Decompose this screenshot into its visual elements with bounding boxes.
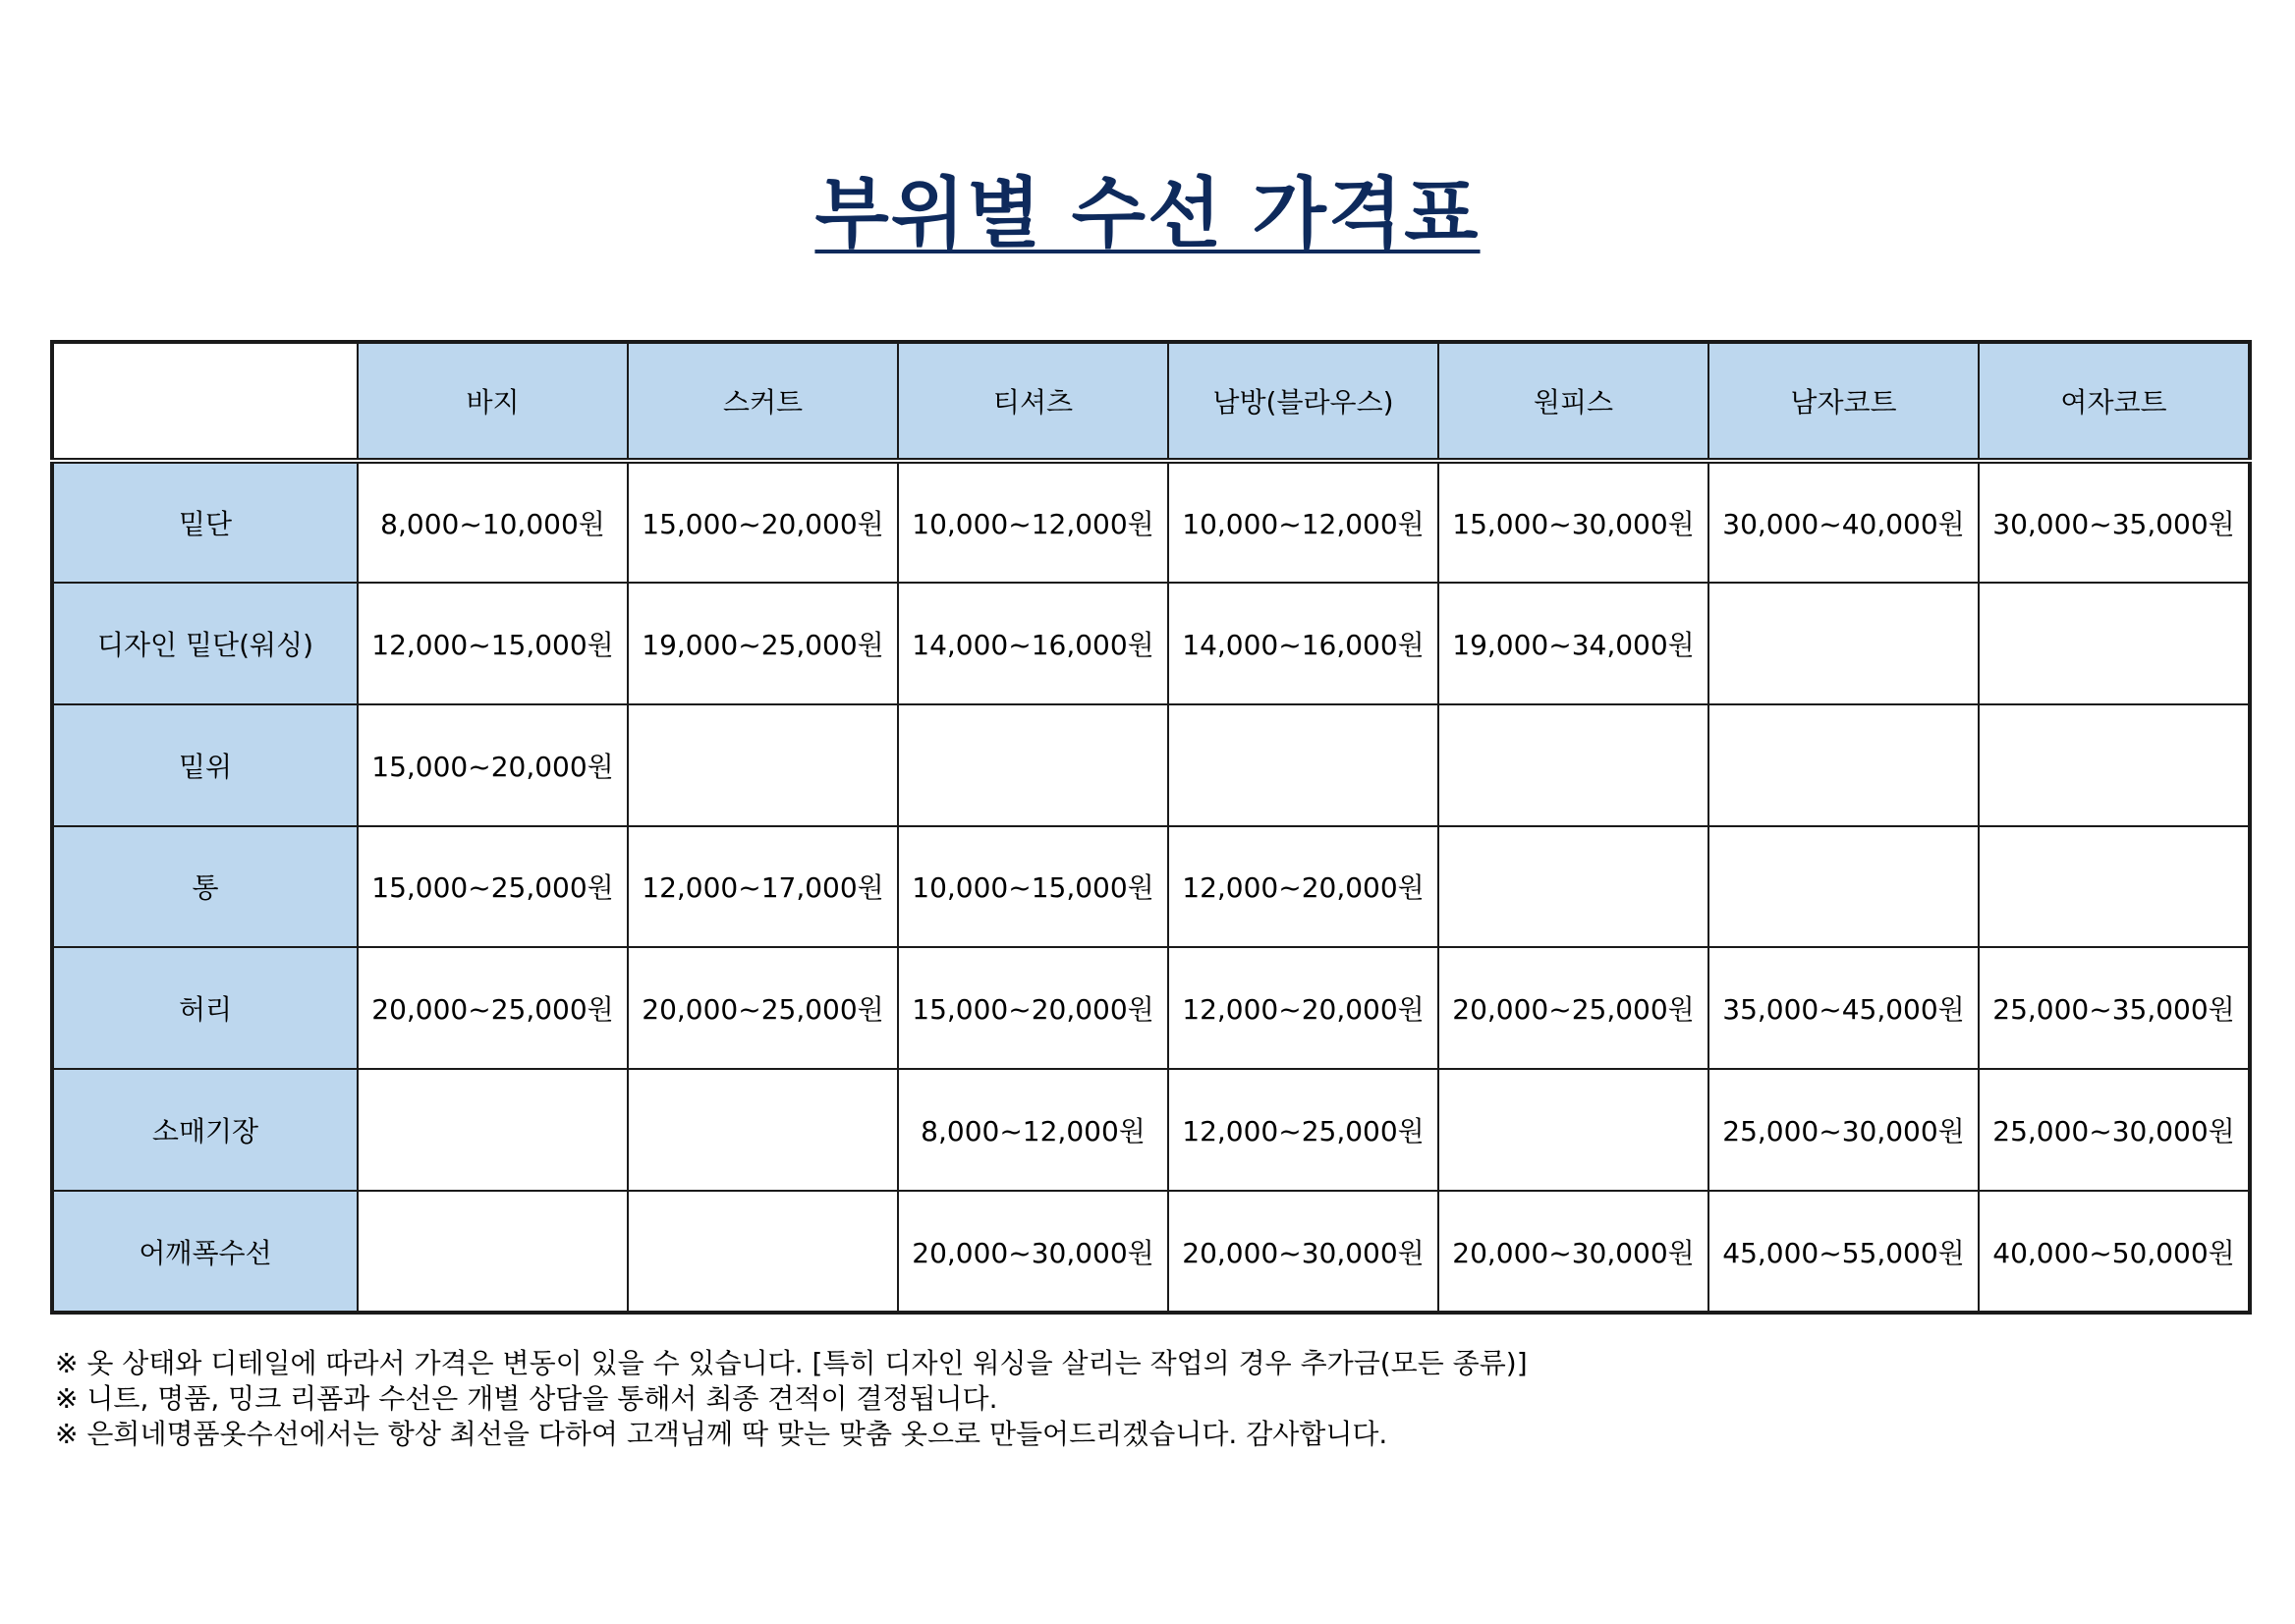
price-cell	[1979, 583, 2250, 704]
price-cell	[1708, 826, 1979, 948]
price-cell: 10,000~15,000원	[898, 826, 1168, 948]
price-cell	[1708, 704, 1979, 826]
table-corner-cell	[52, 342, 358, 461]
row-header-shoulder: 어깨폭수선	[52, 1191, 358, 1313]
price-cell: 15,000~20,000원	[358, 704, 628, 826]
price-cell: 19,000~34,000원	[1438, 583, 1708, 704]
price-cell: 35,000~45,000원	[1708, 947, 1979, 1069]
page-title	[0, 165, 2295, 263]
notes-section	[55, 1346, 2216, 1452]
table-row	[52, 461, 2250, 583]
price-cell: 12,000~17,000원	[628, 826, 898, 948]
price-cell: 19,000~25,000원	[628, 583, 898, 704]
table-row	[52, 947, 2250, 1069]
price-cell: 8,000~10,000원	[358, 461, 628, 583]
price-cell: 12,000~15,000원	[358, 583, 628, 704]
price-cell	[628, 1069, 898, 1191]
price-cell: 30,000~35,000원	[1979, 461, 2250, 583]
price-cell	[1979, 704, 2250, 826]
price-cell	[628, 1191, 898, 1313]
price-cell: 20,000~25,000원	[628, 947, 898, 1069]
price-cell: 20,000~25,000원	[358, 947, 628, 1069]
price-cell: 12,000~20,000원	[1168, 826, 1438, 948]
price-cell: 20,000~30,000원	[898, 1191, 1168, 1313]
price-cell: 20,000~30,000원	[1168, 1191, 1438, 1313]
table-row	[52, 704, 2250, 826]
price-cell	[1708, 583, 1979, 704]
price-cell: 14,000~16,000원	[1168, 583, 1438, 704]
note-thanks: ※ 은희네명품옷수선에서는 항상 최선을 다하여 고객님께 딱 맞는 맞춤 옷으로 만들어드리겠습니다. 감사합니다.	[55, 1418, 1388, 1450]
price-table	[50, 340, 2252, 1315]
price-cell	[1438, 704, 1708, 826]
price-cell: 10,000~12,000원	[898, 461, 1168, 583]
price-cell	[1438, 1069, 1708, 1191]
row-header-sleeve-length: 소매기장	[52, 1069, 358, 1191]
price-cell	[1438, 826, 1708, 948]
column-header-dress: 원피스	[1438, 342, 1708, 461]
table-row	[52, 826, 2250, 948]
column-header-shirt-blouse: 남방(블라우스)	[1168, 342, 1438, 461]
price-cell: 40,000~50,000원	[1979, 1191, 2250, 1313]
page-title-text: 부위별 수선 가격표	[814, 170, 1481, 258]
note-consultation: ※ 니트, 명품, 밍크 리폼과 수선은 개별 상담을 통해서 최종 견적이 결정됩니다.	[55, 1382, 998, 1415]
price-cell: 20,000~30,000원	[1438, 1191, 1708, 1313]
table-header-row	[52, 342, 2250, 461]
price-cell: 15,000~30,000원	[1438, 461, 1708, 583]
row-header-waist: 허리	[52, 947, 358, 1069]
column-header-pants: 바지	[358, 342, 628, 461]
column-header-tshirt: 티셔츠	[898, 342, 1168, 461]
price-cell: 25,000~30,000원	[1708, 1069, 1979, 1191]
note-price-variation: ※ 옷 상태와 디테일에 따라서 가격은 변동이 있을 수 있습니다. [특히 디자인 워싱을 살리는 작업의 경우 추가금(모든 종류)]	[55, 1347, 1528, 1379]
price-cell	[358, 1191, 628, 1313]
row-header-rise: 밑위	[52, 704, 358, 826]
price-cell: 8,000~12,000원	[898, 1069, 1168, 1191]
row-header-hem: 밑단	[52, 461, 358, 583]
column-header-skirt: 스커트	[628, 342, 898, 461]
price-cell: 15,000~20,000원	[898, 947, 1168, 1069]
price-cell: 12,000~25,000원	[1168, 1069, 1438, 1191]
price-cell	[1168, 704, 1438, 826]
price-cell: 10,000~12,000원	[1168, 461, 1438, 583]
price-cell: 25,000~35,000원	[1979, 947, 2250, 1069]
price-cell: 45,000~55,000원	[1708, 1191, 1979, 1313]
column-header-mens-coat: 남자코트	[1708, 342, 1979, 461]
row-header-design-hem: 디자인 밑단(워싱)	[52, 583, 358, 704]
price-cell: 15,000~25,000원	[358, 826, 628, 948]
table-row	[52, 583, 2250, 704]
price-cell	[628, 704, 898, 826]
price-cell	[898, 704, 1168, 826]
price-cell: 25,000~30,000원	[1979, 1069, 2250, 1191]
price-cell: 14,000~16,000원	[898, 583, 1168, 704]
price-cell: 30,000~40,000원	[1708, 461, 1979, 583]
table-row	[52, 1069, 2250, 1191]
row-header-width: 통	[52, 826, 358, 948]
table-row	[52, 1191, 2250, 1313]
price-cell: 12,000~20,000원	[1168, 947, 1438, 1069]
price-cell	[358, 1069, 628, 1191]
price-cell: 20,000~25,000원	[1438, 947, 1708, 1069]
column-header-womens-coat: 여자코트	[1979, 342, 2250, 461]
price-cell: 15,000~20,000원	[628, 461, 898, 583]
price-cell	[1979, 826, 2250, 948]
